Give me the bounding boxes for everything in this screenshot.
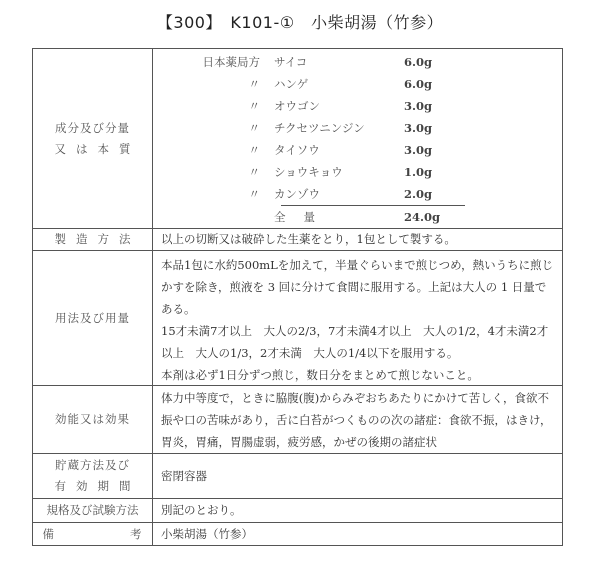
ingredient-amount: 3.0g [404,143,433,157]
ingredient-name: チクセツニンジン [274,121,365,135]
specifications-text: 別記のとおり。 [161,503,242,517]
label-storage [33,454,153,498]
row-ingredients [33,49,562,228]
label-ingredients-line1: 成分及び分量 [55,120,130,135]
label-storage-line2: 有効期間 [54,479,141,493]
label-ingredients [33,49,153,228]
label-remarks-right: 考 [130,526,143,541]
ingredient-name: タイソウ [274,143,320,157]
dosage-paragraph: 本剤は必ず1日分ずつ煎じ，数日分をまとめて煎じないこと。 [161,368,479,382]
total-amount: 24.0g [404,210,441,224]
ingredient-source: 〃 [248,165,260,179]
ingredient-row [161,117,554,139]
row-dosage [33,250,562,385]
indications-text: 体力中等度で，ときに脇腹(腹)からみぞおちあたりにかけて苦しく，食欲不振や口の苦味があり，舌に白苔がつくものの次の諸症：食欲不振，はきけ，胃炎，胃痛，胃腸虚弱，疲労感，かぜの後期の諸症状 [161,391,552,449]
label-manufacturing-method-text: 製造方法 [54,232,141,246]
label-manufacturing-method [33,229,153,250]
label-specifications [33,499,153,522]
ingredient-row [161,51,554,73]
ingredient-name: オウゴン [274,99,320,113]
storage-text: 密閉容器 [161,469,207,483]
specification-table [32,48,563,546]
dosage-paragraph: 15才未満7才以上 大人の2/3，7才未満4才以上 大人の1/2，4才未満2才以上 大人の1/3，2才未満 大人の1/4以下を服用する。 [161,324,549,360]
row-remarks [33,522,562,545]
ingredient-total-row [161,206,554,228]
ingredient-amount: 1.0g [404,165,433,179]
ingredient-name: サイコ [274,55,308,69]
ingredient-source: 〃 [248,143,260,157]
ingredient-amount: 3.0g [404,99,433,113]
ingredient-source: 〃 [248,121,260,135]
ingredient-amount: 3.0g [404,121,433,135]
row-specifications [33,498,562,522]
label-indications [33,386,153,453]
ingredient-amount: 6.0g [404,55,433,69]
dosage-content [153,251,562,385]
label-remarks-text [43,524,143,545]
ingredient-row [161,73,554,95]
document-title: 【300】 K101-① 小柴胡湯（竹参） [156,13,444,32]
label-remarks-left: 備 [42,526,55,541]
ingredient-source-empty [161,206,274,228]
ingredient-source: 〃 [248,187,260,201]
label-remarks [33,523,153,545]
ingredient-row [161,183,554,205]
remarks-text: 小柴胡湯（竹参） [161,527,253,541]
label-dosage-text: 用法及び用量 [55,310,130,325]
total-label: 全量 [274,210,333,224]
ingredient-row [161,139,554,161]
ingredients-list [153,49,562,228]
row-manufacturing-method [33,228,562,250]
ingredient-row [161,95,554,117]
dosage-paragraph: 本品1包に水約500mLを加えて，半量ぐらいまで煎じつめ，熱いうちに煎じかすを除き，煎液を 3 回に分けて食間に服用する。上記は大人の 1 日量である。 [161,258,554,316]
ingredient-name: カンゾウ [274,187,320,201]
ingredient-row [161,161,554,183]
ingredient-source: 〃 [248,77,260,91]
ingredient-amount: 6.0g [404,77,433,91]
label-ingredients-line2: 又は本質 [54,141,141,156]
row-indications [33,385,562,453]
label-dosage [33,251,153,385]
row-storage [33,453,562,498]
ingredient-source: 〃 [248,99,260,113]
ingredient-amount: 2.0g [404,187,433,201]
label-specifications-text: 規格及び試験方法 [46,503,139,517]
ingredient-source: 日本薬局方 [202,55,260,69]
ingredient-name: ハンゲ [274,77,309,91]
ingredient-name: ショウキョウ [274,165,343,179]
label-indications-text: 効能又は効果 [55,412,130,426]
manufacturing-method-text: 以上の切断又は破砕した生薬をとり，1包として製する。 [161,232,456,246]
label-storage-line1: 貯蔵方法及び [55,458,130,472]
